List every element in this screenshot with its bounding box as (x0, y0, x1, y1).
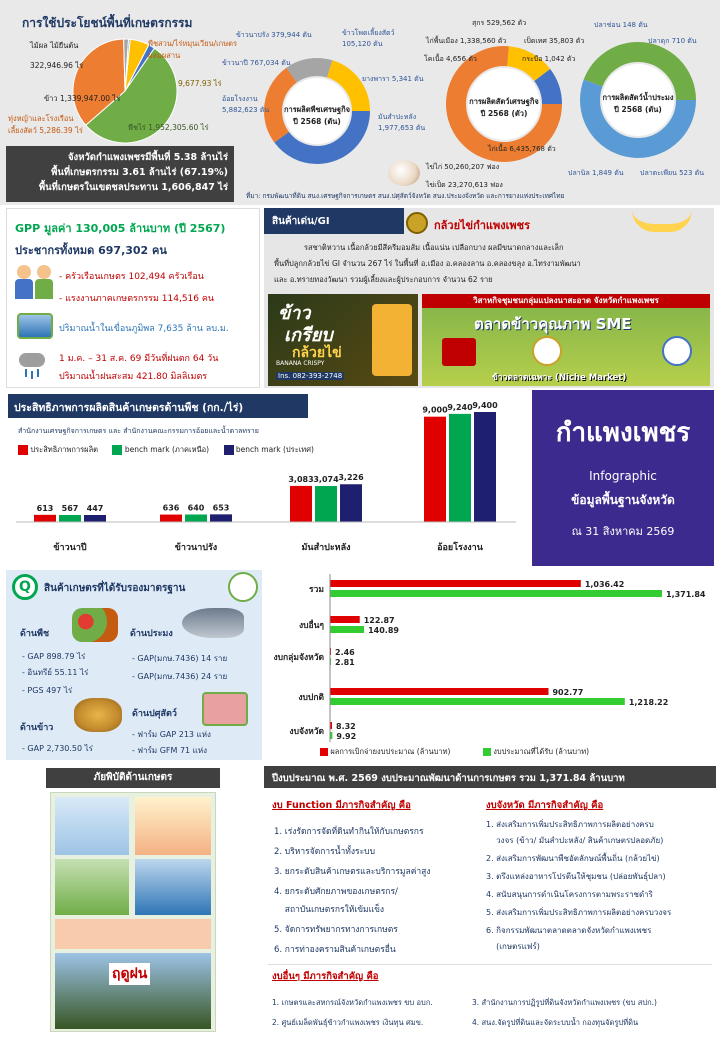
efficiency-bar (290, 486, 312, 522)
budget-bar (330, 626, 364, 633)
efficiency-bar (424, 417, 446, 522)
sme-title: ตลาดข้าวคุณภาพ SME (474, 315, 632, 333)
plant-item-0: - GAP 898.79 ไร่ (22, 652, 86, 661)
function-item-3: 4. ยกระดับศักยภาพของเกษตรกร/ (274, 887, 398, 897)
function-item-2: 3. ยกระดับสินค้าเกษตรและบริการมูลค่าสูง (274, 867, 431, 877)
efficiency-bar-label: 447 (86, 504, 104, 513)
product-panel (264, 208, 714, 388)
budget-legend-label-0: ผลการเบิกจ่ายงบประมาณ (ล้านบาท) (330, 747, 451, 756)
banana-crispy-image (268, 294, 418, 386)
product-badge (406, 212, 428, 234)
livestock-heading: ด้านปศุสัตว์ (132, 709, 177, 719)
budget-bar-label: 1,036.42 (584, 580, 625, 589)
budget-bar (330, 688, 548, 695)
efficiency-bar-label: 3,226 (338, 473, 364, 483)
efficiency-bar (210, 514, 232, 522)
crops-label-1: ข้าวโพดเลี้ยงสัตว์ 105,120 ตัน (342, 29, 395, 48)
landuse-label-pasture: ทุ่งหญ้าและโรงเรือนเลี้ยงสัตว์ 5,286.39 ไร่ (8, 114, 83, 135)
rice-item-0: - GAP 2,730.50 ไร่ (22, 744, 93, 753)
budget-legend-label-1: งบประมาณที่ได้รับ (ล้านบาท) (493, 747, 590, 756)
budget-chart-panel (266, 570, 714, 760)
collage-poster-title: ฤดูฝน (109, 963, 150, 985)
province-budget-item-0: 1. ส่งเสริมการเพิ่มประสิทธิภาพการผลิตอย่างครบ (486, 820, 654, 829)
budget-category-label: งบอื่นๆ (298, 621, 324, 631)
province-title-panel (532, 390, 714, 566)
efficiency-bar-label: 3,083 (288, 474, 314, 484)
crops-label-5: มันสำปะหลัง 1,977,653 ตัน (378, 113, 426, 132)
budget-bar-label: 1,218.22 (628, 698, 669, 707)
livestock-item-0: - ฟาร์ม GAP 213 แห่ง (132, 730, 211, 739)
banana-icon (632, 210, 692, 232)
livestock-product-icon (202, 692, 248, 726)
disaster-panel (6, 766, 260, 1036)
crops-label-4: ยางพารา 5,341 ตัน (362, 75, 424, 83)
plant-item-1: - อินทรีย์ 55.11 ไร่ (22, 668, 89, 677)
efficiency-panel (6, 392, 526, 566)
fish-heading: ด้านประมง (130, 629, 173, 639)
disaster-title: ภัยพิบัติด้านเกษตร (46, 768, 220, 788)
fish-label-3: ปลาตะเพียน 523 ตัน (640, 169, 705, 177)
dam-icon (17, 313, 53, 339)
people-icon (15, 265, 55, 303)
sme-logo-1 (442, 338, 476, 366)
budget-bar-label: 2.46 (335, 648, 355, 657)
landuse-label-rice: ข้าว 1,339,947.00 ไร่ (44, 94, 121, 103)
standards-title: สินค้าเกษตรที่ได้รับรองมาตรฐาน (44, 583, 186, 594)
efficiency-bar-label: 9,000 (422, 405, 448, 415)
gpp-panel (6, 208, 260, 388)
function-item-1: 2. บริหารจัดการน้ำทั้งระบบ (274, 847, 375, 857)
q-mark-icon: Q (12, 574, 38, 600)
summary-irrigated: พื้นที่เกษตรในเขตชลประทาน 1,606,847 ไร่ (38, 182, 228, 193)
banana-img-text-1: ข้าว (278, 303, 311, 324)
product-desc-1: รสชาติหวาน เนื้อกล้วยมีสีครีมอมส้ม เนื้อแน่น เปลือกบาง ผลมีขนาดกลางและเล็ก (304, 243, 564, 252)
budget-bar-label: 2.81 (335, 658, 355, 667)
budget-legend-swatch-1 (483, 748, 491, 756)
livestock-center: การผลิตสัตว์เศรษฐกิจ ปี 2568 (ตัว) (469, 97, 539, 118)
budget-bar-label: 9.92 (336, 732, 357, 741)
legend-label-2: bench mark (ประเทศ) (235, 445, 314, 454)
product-desc-3: และ อ.ทรายทองวัฒนา รวมผู้เลี้ยงและผู้ประกอบการ จำนวน 62 ราย (274, 275, 493, 284)
province-budget-box (482, 792, 712, 960)
efficiency-bar (474, 412, 496, 522)
province-date: ณ 31 สิงหาคม 2569 (571, 525, 675, 538)
budget-bar-label: 122.87 (363, 616, 395, 625)
landuse-value-garden: 9,677.93 ไร่ (178, 79, 222, 88)
other-budget-item-2: 2. ศูนย์เมล็ดพันธุ์ข้าวกำแพงเพชร เงินทุน ศมข. (272, 1018, 424, 1027)
eggs-icon (388, 160, 420, 186)
legend-label-0: ประสิทธิภาพการผลิต (30, 445, 99, 454)
sme-header: วิสาหกิจชุมชนกลุ่มแปลงนาสะอาด จังหวัดกำแพงเพชร (422, 294, 710, 308)
fish-label-2: ปลานิล 1,849 ตัน (568, 169, 624, 177)
budget-category-label: งบปกติ (298, 693, 324, 703)
province-sub-1: Infographic (589, 469, 657, 483)
efficiency-category-label: มันสำปะหลัง (301, 543, 351, 553)
fish-item-1: - GAP(มกษ.7436) 24 ราย (132, 672, 228, 681)
province-budget-item-1: วงจร (ข้าว/ มันสำปะหลัง/ สินค้าเกษตรปลอดภัย) (486, 836, 664, 845)
collage-poster-5 (55, 919, 211, 949)
livestock-label-1: ไก่พื้นเมือง 1,338,560 ตัว (426, 37, 507, 45)
livestock-item-1: - ฟาร์ม GFM 71 แห่ง (132, 746, 208, 755)
province-budget-item-6: 6. กิจกรรมพัฒนาตลาดตลาดจังหวัดกำแพงเพชร (486, 926, 652, 935)
gpp-water: ปริมาณน้ำในเขื่อนภูมิพล 7,635 ล้าน ลบ.ม. (59, 324, 229, 334)
gpp-rain-days: 1 ม.ค. – 31 ส.ค. 69 มีวันที่ฝนตก 64 วัน (59, 354, 219, 364)
sme-logo-2 (532, 336, 562, 366)
eggs-chicken: ไข่ไก่ 50,260,207 ฟอง (426, 163, 500, 171)
efficiency-source: สำนักงานเศรษฐกิจการเกษตร และ สำนักงานคณะกรรมการอ้อยและน้ำตาลทราย (18, 427, 259, 435)
budget-text-panel (264, 766, 716, 1036)
rice-heading: ด้านข้าว (20, 723, 54, 733)
efficiency-bar-label: 640 (187, 503, 205, 513)
efficiency-bar (59, 515, 81, 522)
livestock-label-3: โคเนื้อ 4,656 ตัว (424, 55, 477, 63)
landuse-label-garden: พืชสวน/ไร่หมุนเวียน/เกษตรผสมผสาน (148, 39, 238, 60)
summary-agri: พื้นที่เกษตรกรรม 3.61 ล้านไร่ (67.19%) (51, 167, 228, 178)
efficiency-bar-label: 9,400 (472, 401, 498, 410)
efficiency-bar (34, 515, 56, 522)
efficiency-category-label: ข้าวนาปรัง (174, 543, 218, 553)
efficiency-bar-label: 567 (61, 504, 79, 513)
efficiency-bar (185, 515, 207, 522)
collage-poster-1 (55, 797, 129, 855)
collage-poster-2 (135, 797, 211, 855)
gpp-rain-total: ปริมาณน้ำฝนสะสม 421.80 มิลลิเมตร (59, 372, 208, 382)
budget-bar-label: 1,371.84 (666, 590, 706, 599)
banana-pack-icon (372, 304, 412, 376)
banana-img-text-3: กล้วยไข่ (292, 345, 342, 361)
budget-legend-swatch-0 (320, 748, 328, 756)
fish-label-0: ปลาช่อน 148 ตัน (594, 21, 648, 29)
banana-img-text-5: Ins. 082-393-2748 (278, 372, 343, 380)
collage-poster-4 (135, 859, 211, 915)
livestock-label-2: เป็ดเทศ 35,803 ตัว (524, 37, 585, 45)
function-heading: งบ Function มีภารกิจสำคัญ คือ (272, 800, 411, 811)
function-box (268, 792, 478, 960)
gpp-population: ประชากรทั้งหมด 697,302 คน (15, 244, 167, 257)
summary-area: จังหวัดกำแพงเพชรมีพื้นที่ 5.38 ล้านไร่ (67, 152, 228, 163)
fish-item-0: - GAP(มกษ.7436) 14 ราย (132, 654, 228, 663)
efficiency-bar (449, 414, 471, 522)
organic-logo (228, 572, 258, 602)
budget-bar-label: 8.32 (336, 722, 356, 731)
province-name: กำแพงเพชร (555, 418, 691, 448)
gpp-households: - ครัวเรือนเกษตร 102,494 ครัวเรือน (59, 272, 204, 282)
budget-chart (266, 570, 714, 760)
landuse-value-fruit: 322,946.96 ไร่ (30, 61, 84, 70)
gpp-labor: - แรงงานภาคเกษตรกรรม 114,516 คน (59, 294, 215, 304)
livestock-label-5: ไก่เนื้อ 6,435,768 ตัว (488, 145, 556, 153)
crops-label-3: อ้อยโรงงาน 5,882,623 ตัน (222, 95, 270, 114)
standards-panel (6, 570, 262, 760)
budget-bar-label: 902.77 (552, 688, 584, 697)
crops-label-0: ข้าวนาปรัง 379,944 ตัน (236, 31, 312, 39)
collage-poster-6 (55, 953, 211, 1029)
landuse-label-fruit: ไม้ผล ไม้ยืนต้น (30, 41, 79, 50)
product-name: กล้วยไข่กำแพงเพชร (434, 219, 531, 232)
vegetable-basket-icon (72, 608, 118, 642)
budget-bar (330, 698, 625, 705)
other-budget-box (268, 964, 712, 1034)
budget-category-label: งบกลุ่มจังหวัด (273, 653, 324, 663)
other-budget-item-3: 4. สนง.จัดรูปที่ดินและจัดระบบน้ำ กองทุนจัดรูปที่ดิน (472, 1018, 639, 1027)
budget-title: ปีงบประมาณ พ.ศ. 2569 งบประมาณพัฒนาด้านการเกษตร รวม 1,371.84 ล้านบาท (264, 766, 716, 788)
source-note: ที่มา: กรมพัฒนาที่ดิน สนง.เศรษฐกิจการเกษตร สนง.ปศุสัตว์จังหวัด สนง.ประมงจังหวัด และการยางแห่งประเทศไทย (246, 192, 565, 200)
efficiency-bar-label: 3,074 (313, 475, 339, 485)
fish-center: การผลิตสัตว์น้ำประมง ปี 2568 (ตัน) (602, 93, 674, 114)
crops-center: การผลิตพืชเศรษฐกิจ ปี 2568 (ตัน) (283, 105, 351, 126)
landuse-label-field: พืชไร่ 1,952,305.60 ไร่ (128, 123, 209, 132)
budget-category-label: รวม (309, 585, 324, 595)
budget-bar (330, 580, 581, 587)
product-heading: สินค้าเด่น/GI (264, 208, 404, 234)
efficiency-bar (315, 486, 337, 522)
eggs-duck: ไข่เป็ด 23,270,613 ฟอง (426, 181, 503, 189)
budget-bar (330, 616, 360, 623)
function-item-5: 5. จัดการทรัพยากรทางการเกษตร (274, 925, 398, 935)
budget-bar-label: 140.89 (368, 626, 399, 635)
function-item-4: สถาบันเกษตรกรให้เข้มแข็ง (274, 905, 385, 915)
efficiency-bar (84, 515, 106, 522)
province-budget-item-5: 5. ส่งเสริมการเพิ่มประสิทธิภาพการผลิตอย่างครบวงจร (486, 908, 672, 917)
collage-poster-3 (55, 859, 129, 915)
province-budget-item-4: 4. สนับสนุนการดำเนินโครงการตามพระราชดำริ (486, 890, 653, 899)
province-budget-heading: งบจังหวัด มีภารกิจสำคัญ คือ (486, 800, 604, 811)
other-budget-item-1: 3. สำนักงานการปฏิรูปที่ดินจังหวัดกำแพงเพชร (ขบ สปก.) (472, 998, 657, 1007)
efficiency-bar (340, 484, 362, 522)
efficiency-bar-label: 653 (212, 503, 230, 513)
budget-legend (320, 746, 589, 758)
landuse-summary (6, 146, 234, 202)
efficiency-bar-label: 9,240 (447, 402, 473, 412)
province-budget-item-7: (เกษตรแฟร์) (486, 942, 540, 951)
sme-image (422, 294, 710, 386)
function-item-0: 1. เร่งรัดการจัดที่ดินทำกินให้กับเกษตรกร (274, 827, 424, 837)
livestock-label-0: สุกร 529,562 ตัว (472, 19, 527, 27)
livestock-label-4: กระบือ 1,042 ตัว (522, 55, 576, 63)
efficiency-bar-label: 613 (36, 503, 54, 513)
function-item-6: 6. การท่าองครามสินค้าเกษตรอื่น (274, 945, 396, 955)
efficiency-bar-label: 636 (162, 503, 180, 513)
landuse-title: การใช้ประโยชน์พื้นที่เกษตรกรรม (22, 16, 193, 30)
fish-icon (182, 608, 244, 638)
province-sub-2: ข้อมูลพื้นฐานจังหวัด (571, 493, 675, 507)
province-budget-item-3: 3. ตรึงแหล่งอาหารโปรตีนให้ชุมชน (ปล่อยพันธุ์ปลา) (486, 872, 666, 881)
fish-label-1: ปลาดุก 710 ตัน (648, 37, 697, 45)
disaster-collage (50, 792, 216, 1032)
efficiency-title: ประสิทธิภาพการผลิตสินค้าเกษตรด้านพืช (กก./ไร่) (8, 394, 308, 418)
province-budget-item-2: 2. ส่งเสริมการพัฒนาพืชอัตลักษณ์พื้นถิ่น (กล้วยไข่) (486, 854, 660, 863)
banana-img-text-4: BANANA CRISPY (276, 360, 325, 367)
efficiency-chart (6, 392, 526, 566)
rain-icon (17, 349, 47, 379)
legend-label-1: bench mark (ภาคเหนือ) (124, 445, 210, 454)
efficiency-category-label: อ้อยโรงงาน (437, 543, 483, 553)
efficiency-category-label: ข้าวนาปี (53, 543, 87, 553)
efficiency-bar (160, 515, 182, 522)
banana-img-text-2: เกรียบ (284, 325, 333, 346)
other-budget-heading: งบอื่นๆ มีภารกิจสำคัญ คือ (272, 971, 379, 982)
plant-heading: ด้านพืช (20, 629, 50, 639)
overview-band (0, 0, 720, 205)
product-desc-2: พื้นที่ปลูกกล้วยไข่ GI จำนวน 267 ไร่ ในพื้นที่ อ.เมือง อ.คลองลาน อ.คลองขลุง อ.ไทรงามพัฒนา (274, 259, 581, 268)
budget-bar (330, 590, 662, 597)
rice-grain-icon (74, 698, 122, 732)
other-budget-item-0: 1. เกษตรและสหกรณ์จังหวัดกำแพงเพชร ขบ อบก. (272, 998, 433, 1007)
crops-label-2: ข้าวนาปี 767,034 ตัน (222, 59, 291, 67)
plant-item-2: - PGS 497 ไร่ (22, 686, 73, 695)
sme-footer: ข้าวตลาดเฉพาะ (Niche Market) (492, 373, 627, 383)
sme-logo-3 (662, 336, 692, 366)
budget-category-label: งบจังหวัด (289, 727, 324, 737)
gpp-title: GPP มูลค่า 130,005 ล้านบาท (ปี 2567) (15, 222, 226, 235)
